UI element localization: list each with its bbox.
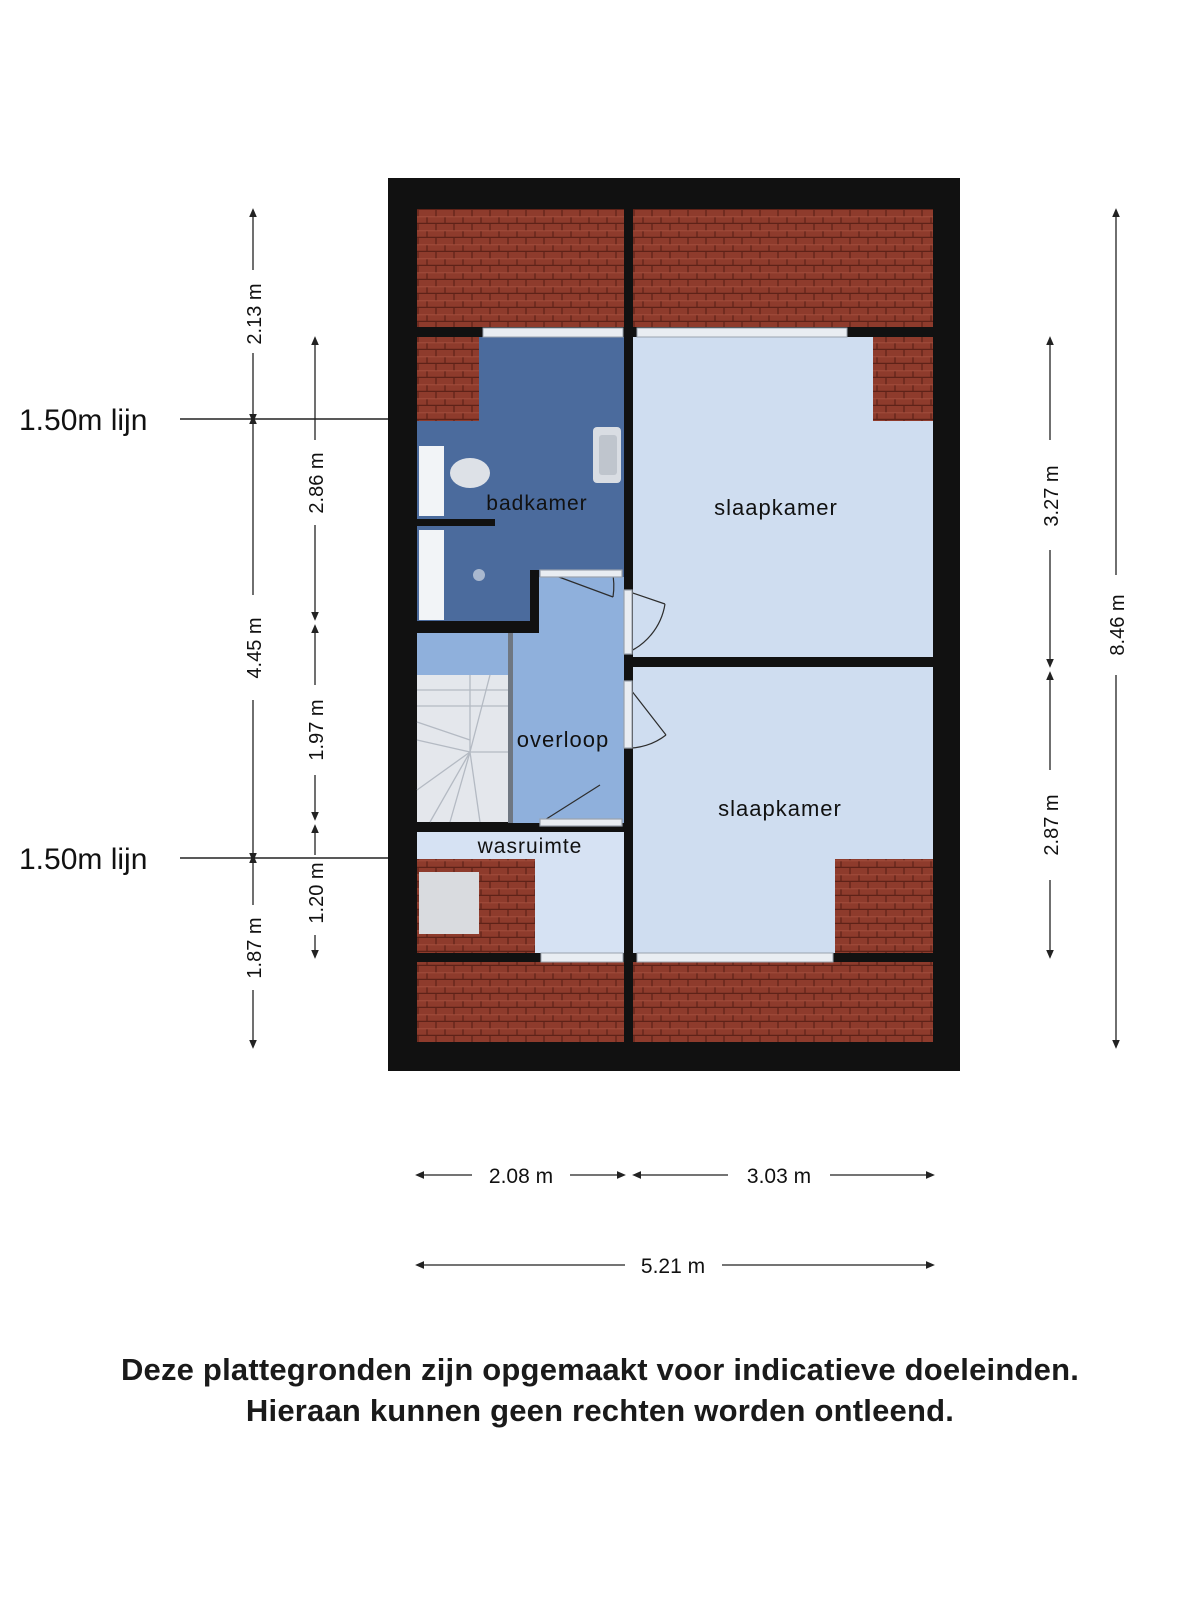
dim-left-inner-2: 1.97 m (306, 699, 328, 761)
roof-corner-bath (417, 337, 479, 421)
toilet-tank (419, 446, 444, 516)
dim-bottom-total: 5.21 m (640, 1255, 706, 1278)
room-overloop (538, 577, 624, 823)
disclaimer-line-2: Hieraan kunnen geen rechten worden ontleend. (245, 1393, 955, 1428)
label-badkamer: badkamer (486, 492, 588, 515)
roof-bottom-right (633, 962, 933, 1042)
label-wasruimte: wasruimte (477, 835, 583, 858)
bath-wall-stub (417, 519, 495, 526)
dim-left-inner-1: 2.86 m (306, 452, 328, 514)
roof-top-right (633, 209, 933, 327)
roof-bottom-left (417, 962, 624, 1042)
washing-machine (419, 872, 479, 934)
label-150-top: 1.50m lijn (19, 404, 148, 437)
dim-left-outer-1: 2.13 m (244, 283, 266, 345)
dim-bottom-2: 3.03 m (746, 1165, 812, 1188)
washbasin-inner (599, 435, 617, 475)
dim-right-inner-2: 2.87 m (1041, 794, 1063, 856)
dim-bottom-1: 2.08 m (488, 1165, 554, 1188)
dim-left-outer-2: 4.45 m (244, 617, 266, 679)
dim-left-inner-3: 1.20 m (306, 862, 328, 924)
label-150-bottom: 1.50m lijn (19, 843, 148, 876)
windows-bottom (541, 953, 833, 962)
toilet-bowl (450, 458, 490, 488)
roof-corner-bed-top (873, 337, 933, 421)
bath-step-wall (417, 621, 538, 633)
shower-tray (419, 530, 444, 620)
label-overloop: overloop (516, 727, 610, 752)
dim-left-outer-3: 1.87 m (244, 917, 266, 979)
label-slaapkamer-bottom: slaapkamer (718, 796, 842, 821)
windows-top (483, 328, 847, 337)
roof-top-left (417, 209, 624, 327)
shower-drain (473, 569, 485, 581)
disclaimer-line-1: Deze plattegronden zijn opgemaakt voor indicatieve doeleinden. (120, 1352, 1080, 1387)
dim-right-outer: 8.46 m (1107, 594, 1129, 656)
wall-between-bedrooms (624, 657, 933, 667)
label-slaapkamer-top: slaapkamer (714, 495, 838, 520)
bath-step-wall-v (530, 570, 539, 633)
dim-right-inner-1: 3.27 m (1041, 465, 1063, 527)
roof-corner-bed-bottom (835, 859, 933, 953)
stair-rail (508, 633, 513, 823)
stairs (417, 675, 508, 822)
